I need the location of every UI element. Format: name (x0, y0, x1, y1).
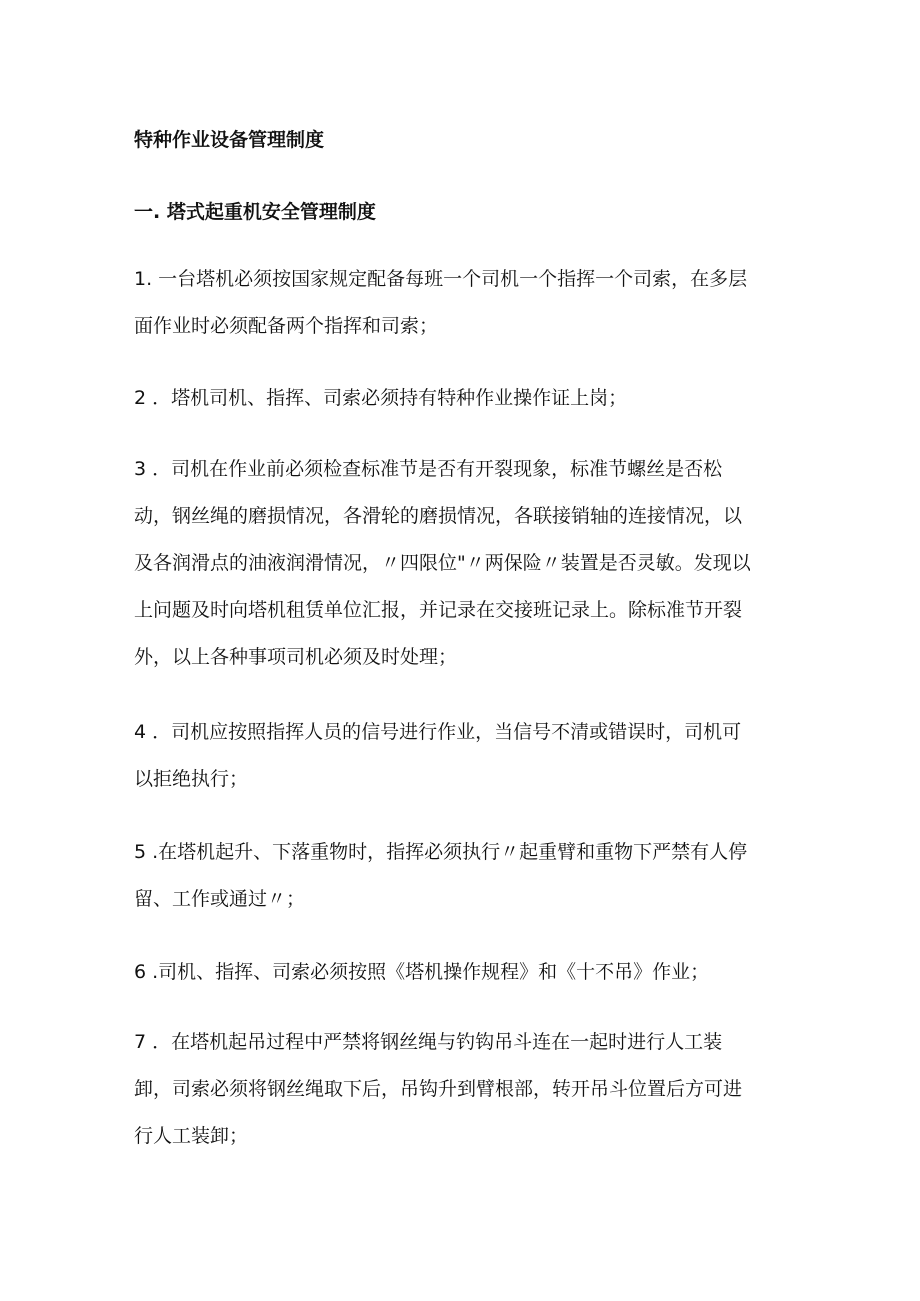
paragraph-line: 5 .在塔机起升、下落重物时，指挥必须执行〃起重臂和重物下严禁有人停 (134, 841, 748, 863)
list-item (134, 1019, 794, 1160)
paragraph-line: 上问题及时向塔机租赁单位汇报，并记录在交接班记录上。除标准节开裂 (134, 599, 743, 621)
paragraph-line: 7 ．在塔机起吊过程中严禁将钢丝绳与钓钩吊斗连在一起时进行人工装 (134, 1031, 723, 1053)
list-item (134, 375, 794, 422)
list-item (134, 446, 794, 681)
paragraph-line: 行人工装卸； (134, 1125, 249, 1147)
document-title: 特种作业设备管理制度 (134, 129, 325, 151)
paragraph-line: 留、工作或通过〃； (134, 888, 306, 910)
paragraph-line: 4 ．司机应按照指挥人员的信号进行作业，当信号不清或错误时，司机可 (134, 721, 742, 743)
list-item (134, 709, 794, 803)
list-item (134, 949, 794, 996)
paragraph-line: 3 ．司机在作业前必须检查标准节是否有开裂现象，标准节螺丝是否松 (134, 458, 723, 480)
paragraph-line: 及各润滑点的油液润滑情况，〃四限位"〃两保险〃装置是否灵敏。发现以 (134, 552, 751, 574)
paragraph-line: 面作业时必须配备两个指挥和司索； (134, 315, 439, 337)
paragraph-line: 1. 一台塔机必须按国家规定配备每班一个司机一个指挥一个司索，在多层 (134, 268, 748, 290)
paragraph-line: 6 .司机、指挥、司索必须按照《塔机操作规程》和《十不吊》作业； (134, 961, 710, 983)
paragraph-line: 以拒绝执行； (134, 768, 249, 790)
list-item (134, 256, 794, 350)
paragraph-line: 外，以上各种事项司机必须及时处理； (134, 646, 458, 668)
paragraph-line: 卸，司索必须将钢丝绳取下后，吊钩升到臂根部，转开吊斗位置后方可进 (134, 1078, 743, 1100)
paragraph-line: 动，钢丝绳的磨损情况，各滑轮的磨损情况，各联接销轴的连接情况，以 (134, 505, 743, 527)
list-item (134, 829, 794, 923)
paragraph-line: 2 ．塔机司机、指挥、司索必须持有特种作业操作证上岗； (134, 387, 628, 409)
section-heading: 一. 塔式起重机安全管理制度 (134, 201, 376, 223)
